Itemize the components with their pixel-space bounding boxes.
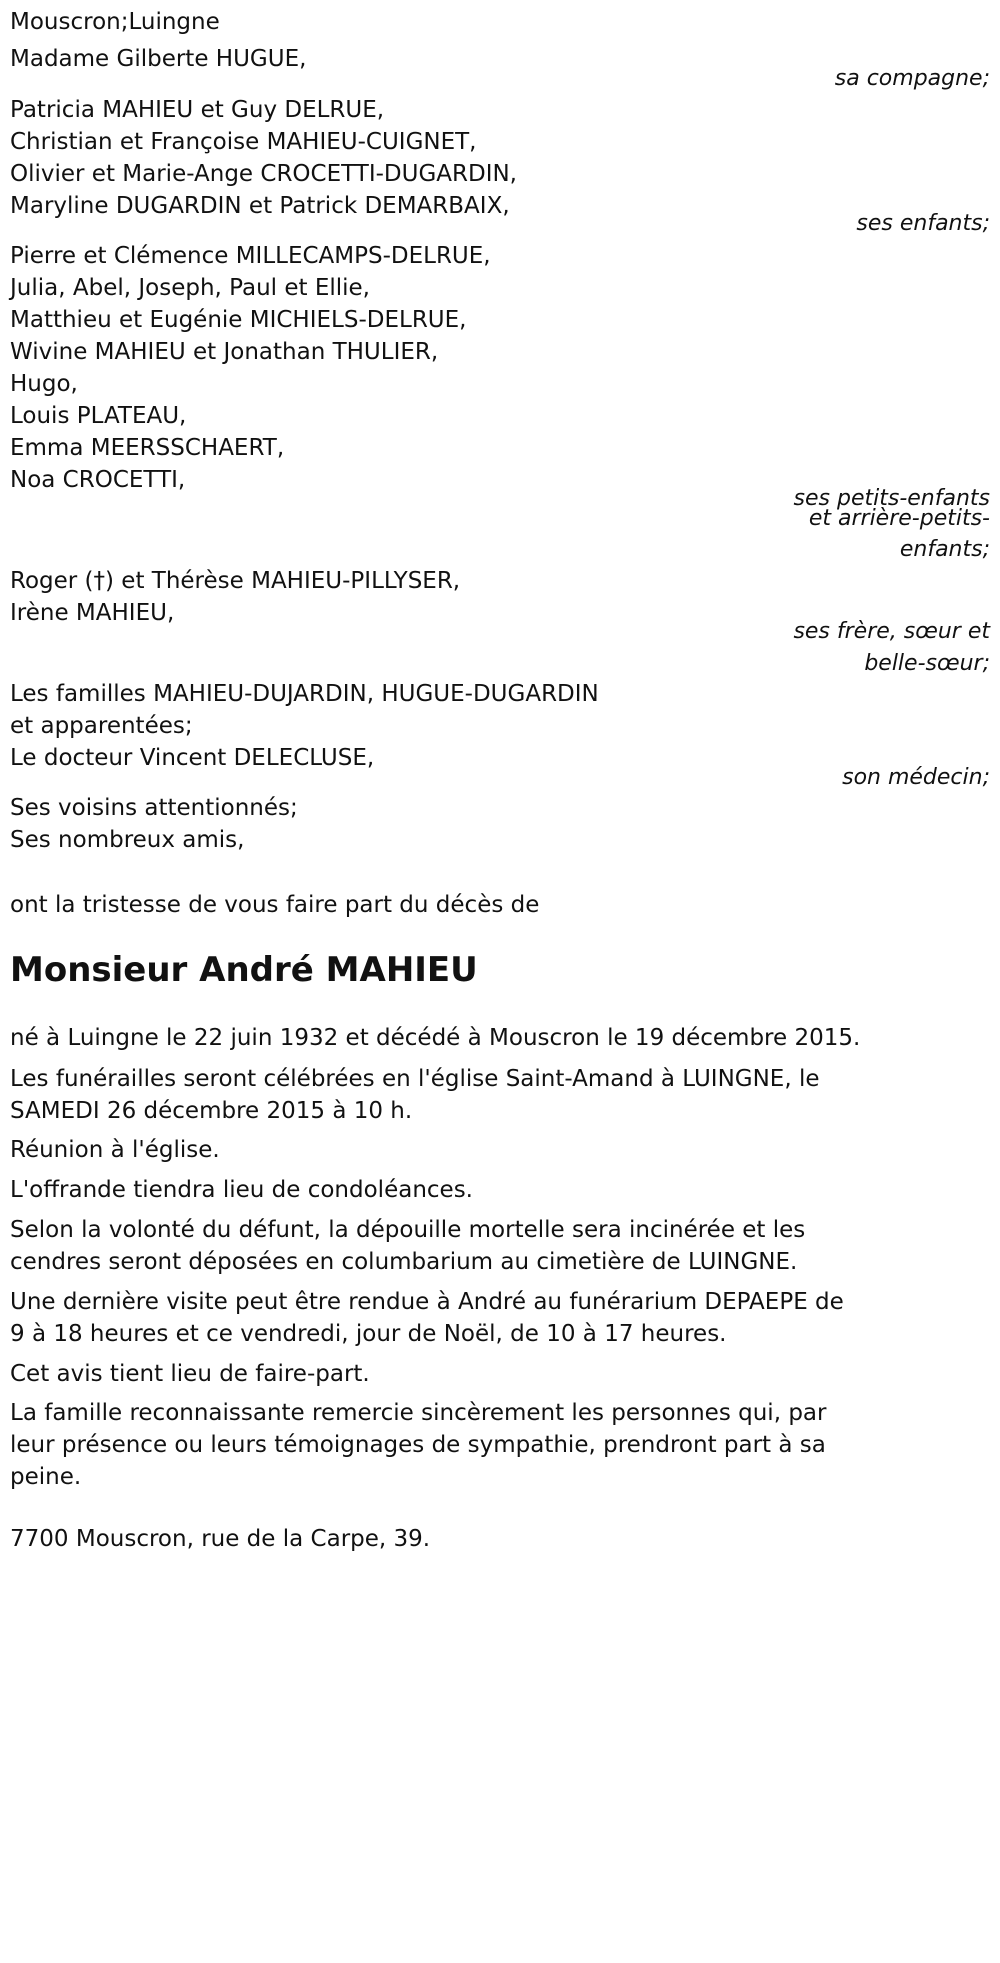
child-line: Patricia MAHIEU et Guy DELRUE, [10, 97, 385, 123]
detail-line: cendres seront déposées en columbarium au cimetière de LUINGNE. [10, 1249, 798, 1275]
grandchild-line: Wivine MAHIEU et Jonathan THULIER, [10, 339, 439, 365]
sibling-line: Roger (†) et Thérèse MAHIEU-PILLYSER, [10, 568, 461, 594]
detail-line: 9 à 18 heures et ce vendredi, jour de Noël, de 10 à 17 heures. [10, 1321, 727, 1347]
announcement-text: ont la tristesse de vous faire part du décès de [10, 892, 540, 918]
family-line: Les familles MAHIEU-DUJARDIN, HUGUE-DUGARDIN [10, 681, 599, 707]
detail-line: leur présence ou leurs témoignages de sympathie, prendront part à sa [10, 1432, 826, 1458]
deceased-name: Monsieur André MAHIEU [10, 950, 478, 990]
child-line: Olivier et Marie-Ange CROCETTI-DUGARDIN, [10, 161, 517, 187]
companion-name: Madame Gilberte HUGUE, [10, 46, 307, 72]
detail-line: Selon la volonté du défunt, la dépouille mortelle sera incinérée et les [10, 1217, 806, 1243]
family-line: et apparentées; [10, 713, 193, 739]
child-line: Maryline DUGARDIN et Patrick DEMARBAIX, [10, 193, 510, 219]
sibling-line: Irène MAHIEU, [10, 600, 175, 626]
location-header: Mouscron;Luingne [10, 9, 220, 35]
grandchild-line: Noa CROCETTI, [10, 467, 186, 493]
family-line: Le docteur Vincent DELECLUSE, [10, 745, 375, 771]
others-line: Ses voisins attentionnés; [10, 795, 298, 821]
siblings-role: belle-sœur; [864, 651, 990, 676]
grandchildren-role: enfants; [899, 537, 990, 562]
doctor-role: son médecin; [842, 765, 990, 790]
detail-line: Réunion à l'église. [10, 1137, 220, 1163]
detail-line: peine. [10, 1464, 82, 1490]
others-line: Ses nombreux amis, [10, 827, 245, 853]
address: 7700 Mouscron, rue de la Carpe, 39. [10, 1526, 431, 1552]
grandchild-line: Louis PLATEAU, [10, 403, 187, 429]
detail-line: Les funérailles seront célébrées en l'église Saint-Amand à LUINGNE, le [10, 1066, 820, 1092]
siblings-role: ses frère, sœur et [793, 619, 990, 644]
detail-line: Une dernière visite peut être rendue à André au funérarium DEPAEPE de [10, 1289, 844, 1315]
grandchild-line: Matthieu et Eugénie MICHIELS-DELRUE, [10, 307, 467, 333]
companion-role: sa compagne; [834, 66, 990, 91]
detail-line: L'offrande tiendra lieu de condoléances. [10, 1177, 473, 1203]
child-line: Christian et Françoise MAHIEU-CUIGNET, [10, 129, 477, 155]
grandchild-line: Emma MEERSSCHAERT, [10, 435, 285, 461]
grandchild-line: Hugo, [10, 371, 78, 397]
grandchildren-role: ses petits-enfants [793, 486, 990, 511]
grandchild-line: Julia, Abel, Joseph, Paul et Ellie, [10, 275, 370, 301]
detail-line: Cet avis tient lieu de faire-part. [10, 1361, 370, 1387]
grandchildren-role: et arrière-petits- [808, 506, 990, 531]
detail-line: né à Luingne le 22 juin 1932 et décédé à Mouscron le 19 décembre 2015. [10, 1025, 861, 1051]
detail-line: SAMEDI 26 décembre 2015 à 10 h. [10, 1098, 413, 1124]
detail-line: La famille reconnaissante remercie sincèrement les personnes qui, par [10, 1400, 827, 1426]
children-role: ses enfants; [856, 211, 990, 236]
grandchild-line: Pierre et Clémence MILLECAMPS-DELRUE, [10, 243, 491, 269]
